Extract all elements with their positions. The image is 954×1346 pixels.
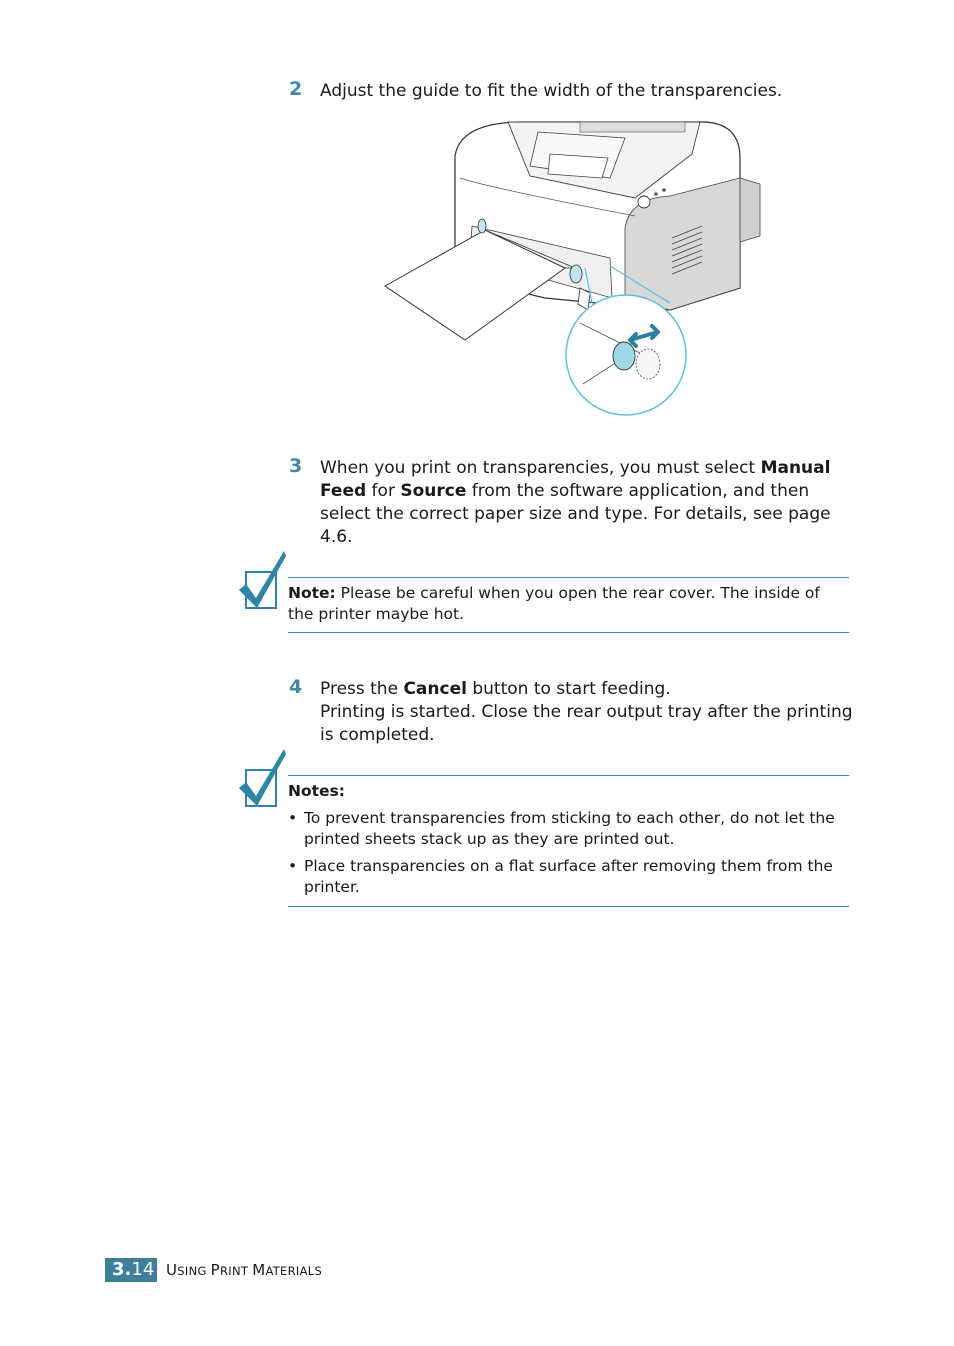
step-number-2: 2 — [289, 78, 303, 100]
notes-label: Notes: — [288, 782, 345, 800]
step-4-text-1: Press the — [320, 679, 404, 699]
note-label: Note: — [288, 584, 336, 602]
notes-box — [288, 775, 849, 907]
step-4-text-2: button to start feeding. — [466, 679, 671, 699]
step-3-text — [320, 457, 855, 549]
step-4-text-line2: Printing is started. Close the rear output tray after the printing is completed. — [320, 702, 853, 745]
checkmark-notes-icon — [236, 746, 288, 810]
manual-feed-term: Manual Feed — [320, 458, 831, 501]
note-box — [288, 577, 849, 633]
checkmark-note-icon — [236, 548, 288, 612]
step-3-text-2: for — [366, 481, 401, 501]
footer-chapter-title: USING PRINT MATERIALS — [166, 1261, 323, 1279]
page-number-badge — [105, 1258, 157, 1282]
page-number: 14 — [131, 1259, 155, 1280]
note-text: Please be careful when you open the rear cover. The inside of the printer maybe hot. — [288, 584, 820, 623]
step-number-4: 4 — [289, 676, 303, 698]
printer-illustration — [380, 118, 765, 418]
step-2-text: Adjust the guide to fit the width of the transparencies. — [320, 81, 783, 101]
cancel-term: Cancel — [403, 679, 467, 699]
step-4-text — [320, 678, 855, 747]
step-3-text-3: from the software application, and then select the correct paper size and type. For details, see page 4.6. — [320, 481, 831, 547]
step-3-text-1: When you print on transparencies, you must select — [320, 458, 761, 478]
list-item: • Place transparencies on a flat surface after removing them from the printer. — [288, 856, 849, 898]
notes-item-1: To prevent transparencies from sticking to each other, do not let the printed sheets stack up as they are printed out. — [304, 809, 835, 848]
step-number-3: 3 — [289, 455, 303, 477]
source-term: Source — [400, 481, 467, 501]
chapter-number: 3. — [112, 1259, 132, 1280]
list-item: • To prevent transparencies from sticking to each other, do not let the printed sheets stack up as they are printed out. — [288, 808, 849, 850]
notes-item-2: Place transparencies on a flat surface after removing them from the printer. — [304, 857, 833, 896]
